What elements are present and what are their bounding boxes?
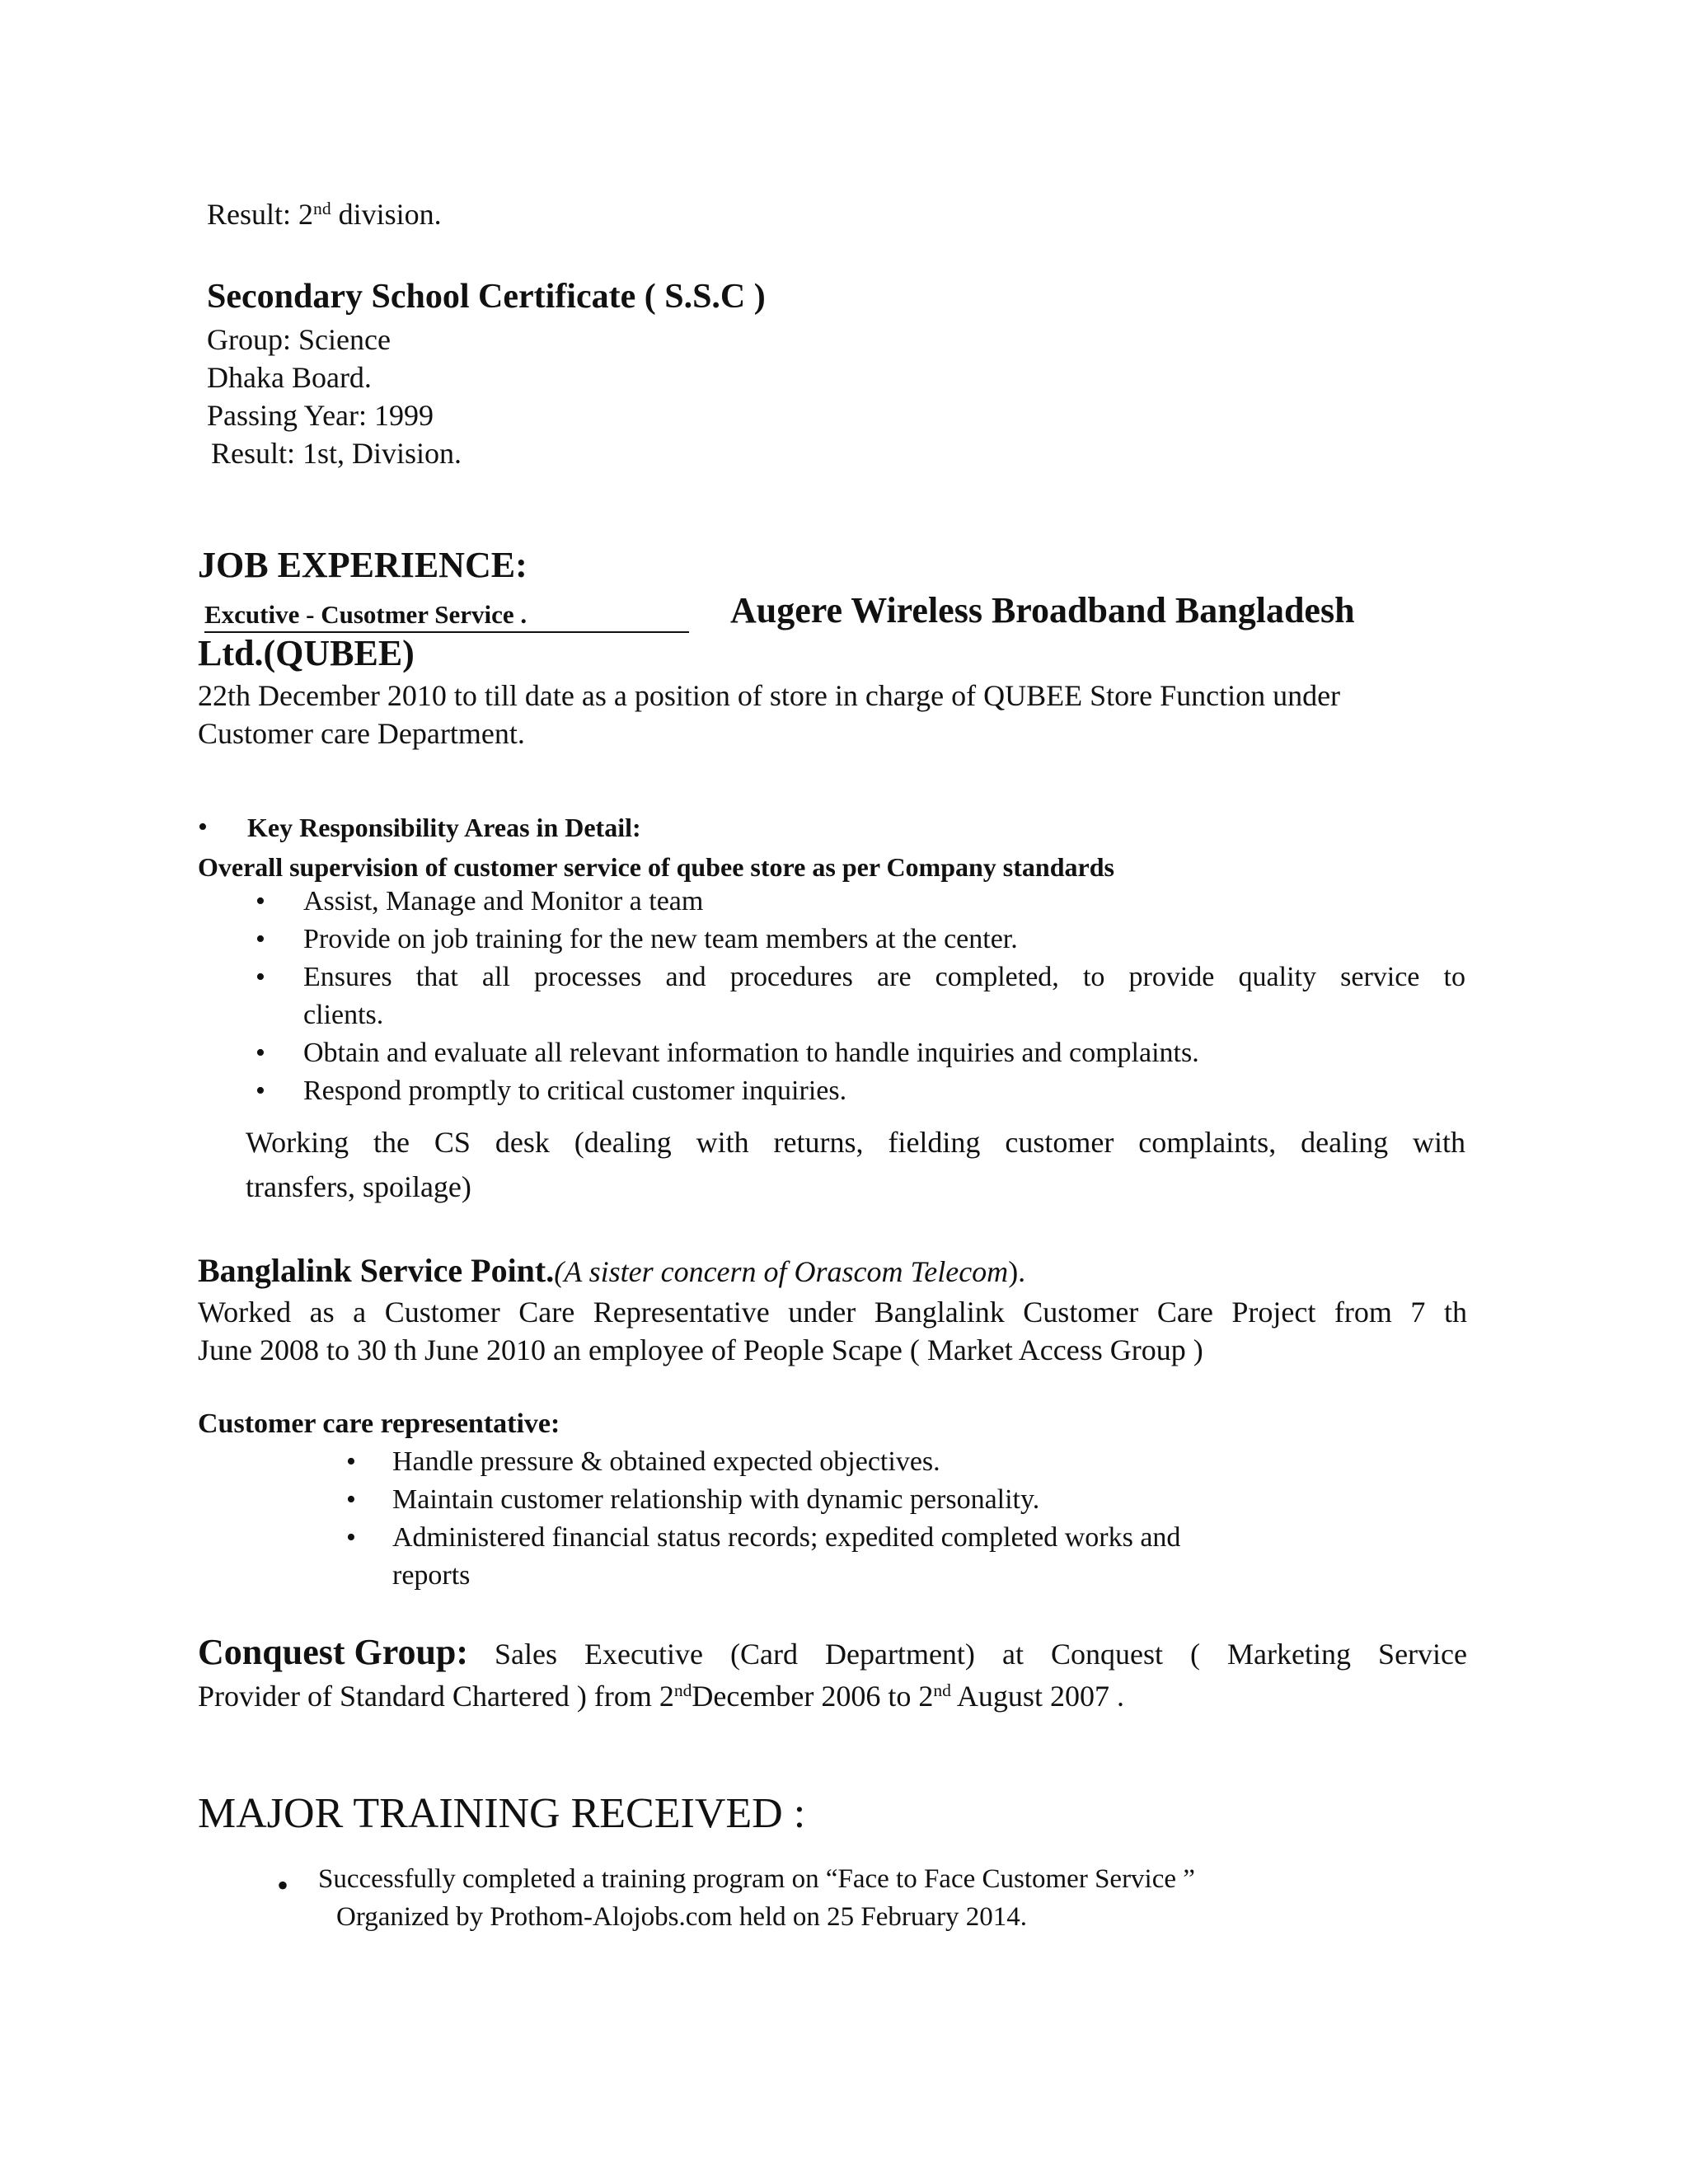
job-experience-heading: JOB EXPERIENCE: (198, 545, 528, 585)
conquest-desc-part-c: August 2007 . (950, 1680, 1124, 1713)
conquest-name: Conquest Group: (198, 1632, 469, 1672)
ssc-result: Result: 1st, Division. (211, 437, 462, 470)
banglalink-duty-3: Administered financial status records; expedited completed works and (392, 1522, 1181, 1553)
banglalink-desc-line1: Worked as a Customer Care Representative under Banglalink Customer Care Project from 7 th (198, 1296, 1467, 1329)
training-bullet: • (277, 1867, 289, 1904)
kra-heading: Key Responsibility Areas in Detail: (247, 813, 641, 842)
duty-bullet: • (256, 962, 265, 992)
ssc-group: Group: Science (207, 323, 391, 356)
qubee-duty-3: Ensures that all processes and procedures are completed, to provide quality service to (303, 962, 1465, 992)
duty-bullet: • (346, 1484, 356, 1515)
cs-desk-line1: Working the CS desk (dealing with returns, fielding customer complaints, dealing with (246, 1126, 1465, 1159)
qubee-duty-3-continuation: clients. (303, 1000, 384, 1030)
conquest-desc-sup-1: nd (673, 1680, 692, 1701)
kra-bullet: • (198, 812, 208, 842)
training-line2: Organized by Prothom-Alojobs.com held on 25 February 2014. (336, 1902, 1028, 1932)
banglalink-role-heading: Customer care representative: (198, 1408, 560, 1439)
training-heading: MAJOR TRAINING RECEIVED : (198, 1790, 806, 1837)
qubee-duty-1: Assist, Manage and Monitor a team (303, 886, 704, 916)
duty-bullet: • (346, 1446, 356, 1477)
qubee-company-line2: Ltd.(QUBEE) (198, 633, 415, 673)
duty-bullet: • (256, 924, 265, 954)
ssc-title: Secondary School Certificate ( S.S.C ) (207, 278, 766, 316)
ssc-board: Dhaka Board. (207, 361, 372, 394)
qubee-desc-line1: 22th December 2010 to till date as a position of store in charge of QUBEE Store Function under (198, 679, 1341, 712)
qubee-duty-4: Obtain and evaluate all relevant information to handle inquiries and complaints. (303, 1038, 1199, 1068)
hsc-result-sup: nd (313, 199, 331, 219)
duty-bullet: • (346, 1522, 356, 1553)
duty-bullet: • (256, 1038, 265, 1068)
conquest-desc-part-a: Provider of Standard Chartered ) from 2 (198, 1680, 674, 1713)
banglalink-desc-line2: June 2008 to 30 th June 2010 an employee of People Scape ( Market Access Group ) (198, 1333, 1203, 1366)
qubee-position: Excutive - Cusotmer Service . (204, 598, 689, 633)
cs-desk-line2: transfers, spoilage) (246, 1170, 471, 1203)
qubee-duty-2: Provide on job training for the new team members at the center. (303, 924, 1018, 954)
hsc-result (207, 196, 442, 232)
hsc-result-text: Result: 2 (207, 198, 314, 231)
hsc-result-suffix: division. (331, 198, 442, 231)
banglalink-dot: . (546, 1252, 555, 1289)
conquest-line1 (198, 1630, 1467, 1675)
banglalink-duty-1: Handle pressure & obtained expected objectives. (392, 1446, 940, 1477)
banglalink-duty-3-continuation: reports (392, 1560, 471, 1591)
conquest-desc-line1: Sales Executive (Card Department) at Conquest ( Marketing Service (495, 1638, 1467, 1671)
conquest-desc-part-b: December 2006 to 2 (692, 1680, 934, 1713)
training-line1: Successfully completed a training program on “Face to Face Customer Service ” (318, 1864, 1195, 1894)
duty-bullet: • (256, 1076, 265, 1106)
ssc-passing-year: Passing Year: 1999 (207, 399, 434, 432)
banglalink-heading (198, 1249, 1025, 1293)
banglalink-duty-2: Maintain customer relationship with dynamic personality. (392, 1484, 1040, 1515)
banglalink-note: (A sister concern of Orascom Telecom (554, 1255, 1009, 1288)
conquest-desc-line2 (198, 1678, 1124, 1714)
banglalink-name: Banglalink Service Point (198, 1252, 546, 1289)
duty-bullet: • (256, 886, 265, 916)
qubee-duty-5: Respond promptly to critical customer inquiries. (303, 1076, 847, 1106)
conquest-desc-sup-2: nd (933, 1680, 951, 1701)
banglalink-note-close: ). (1008, 1255, 1026, 1288)
qubee-company-line1: Augere Wireless Broadband Bangladesh (730, 590, 1355, 630)
qubee-overall-supervision: Overall supervision of customer service of qubee store as per Company standards (198, 852, 1114, 882)
qubee-desc-line2: Customer care Department. (198, 717, 525, 750)
